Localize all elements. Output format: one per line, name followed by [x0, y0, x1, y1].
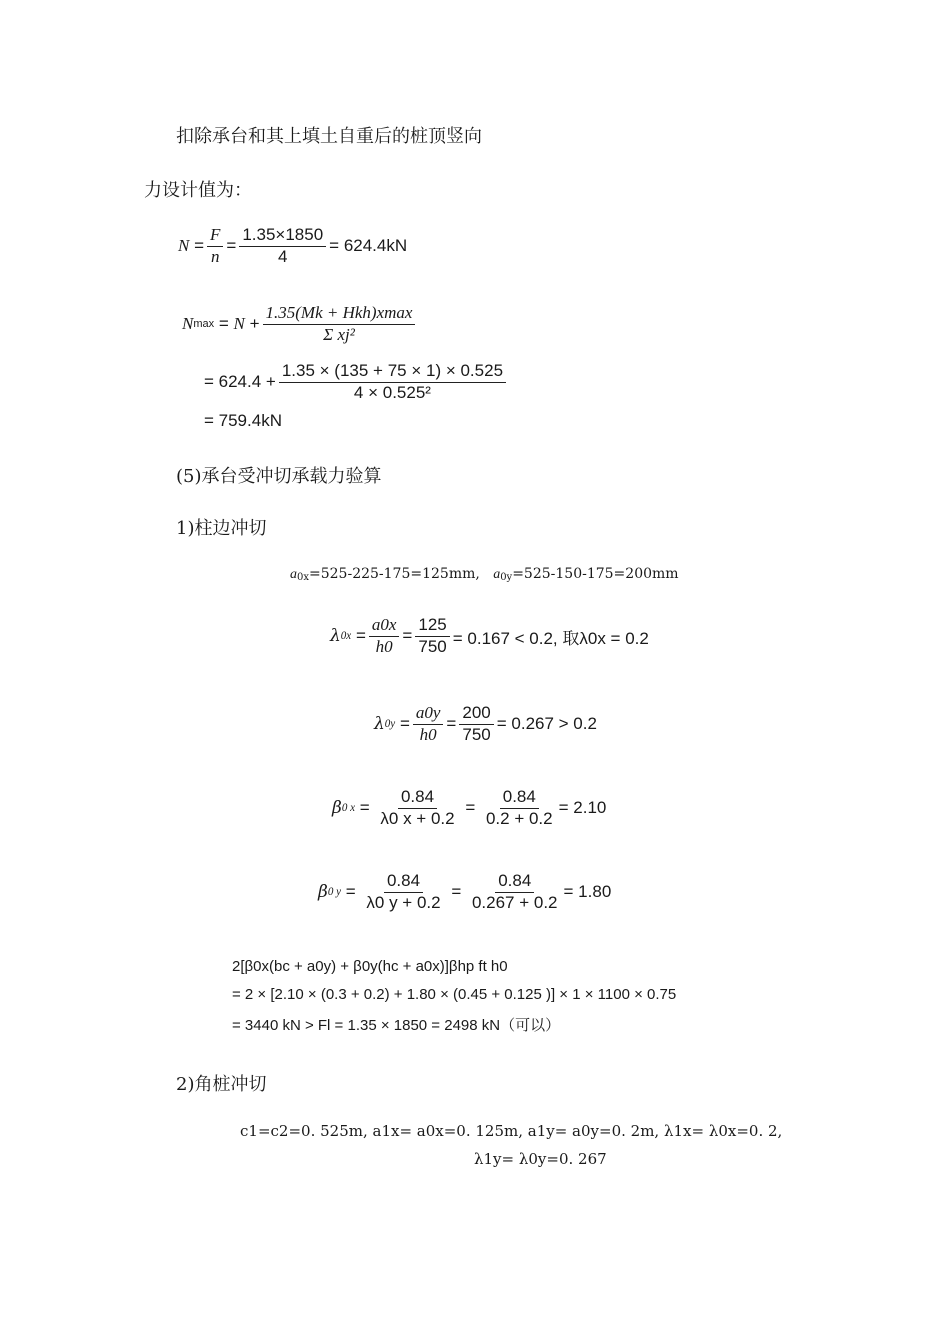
punching-line-1: 2[β0x(bc + a0y) + β0y(hc + a0x)]βhp ft h0 — [232, 958, 508, 975]
fraction-n-value: $\frac{1.35\times 1850}{4}$ — [239, 226, 326, 266]
corner-values-line-1: c1=c2=0. 525m, a1x= a0x=0. 125m, a1y= a0y=0. 2m, λ1x= λ0x=0. 2, — [240, 1122, 783, 1140]
section-5-heading: (5)承台受冲切承载力验算 — [176, 466, 382, 487]
equation-beta-0y: β 0 y = $\frac{0.84}{\lambda 0 y + 0.2}$ = $\frac{0.84}{0.267 + 0.2}$ = 1.80 — [318, 871, 612, 912]
equation-nmax-line-3: = 759.4kN — [204, 411, 282, 430]
fraction-nmax-general: $\frac{\text{1.35(Mk + Hkh)xmax}}{\text{Σ xj²}}$ — [263, 304, 416, 344]
fraction-f-over-n: $\frac{F}{n}$ — [207, 226, 223, 266]
n-result: = 624.4kN — [329, 236, 408, 256]
equation-lambda-0x: λ 0x = $\frac{a0x}{h0}$ = $\frac{125}{750}$ = 0.167 < 0.2, 取λ0x = 0.2 — [330, 615, 649, 656]
equation-beta-0x: β 0 x = $\frac{0.84}{\lambda 0 x + 0.2}$ = $\frac{0.84}{0.2 + 0.2}$ = 2.10 — [332, 787, 607, 828]
intro-line-1: 扣除承台和其上填土自重后的桩顶竖向 — [176, 126, 482, 147]
intro-line-2: 力设计值为： — [144, 180, 252, 201]
fraction-nmax-value: $\frac{1.35 \times (135 + 75 \times 1) \times 0.525}{\text{4 × 0.525²}}$ — [279, 362, 506, 402]
equation-nmax-line-1: N max = N + $\frac{\text{1.35(Mk + Hkh)xmax}}{\text{Σ xj²}}$ — [182, 304, 418, 344]
n-symbol: N — [178, 236, 190, 256]
subsection-2-heading: 2)角桩冲切 — [176, 1074, 267, 1095]
subsection-1-heading: 1)柱边冲切 — [176, 518, 267, 539]
corner-values-line-2: λ1y= λ0y=0. 267 — [474, 1150, 607, 1168]
punching-line-2: = 2 × [2.10 × (0.3 + 0.2) + 1.80 × (0.45 + 0.125 )] × 1 × 1100 × 0.75 — [232, 986, 677, 1003]
punching-line-3: = 3440 kN > Fl = 1.35 × 1850 = 2498 kN（可以） — [232, 1017, 561, 1034]
equation-nmax-line-2: = 624.4 + $\frac{1.35 \times (135 + 75 \times 1) \times 0.525}{\text{4 × 0.525²}}$ — [204, 362, 509, 402]
a0-values-line: a0x=525-225-175=125mm, a0y=525-150-175=200mm — [290, 566, 679, 583]
equation-n: N = $\frac{F}{n}$ = $\frac{1.35\times 1850}{4}$ = 624.4kN — [178, 225, 408, 266]
equation-lambda-0y: λ 0y = $\frac{a0y}{h0}$ = $\frac{200}{750}$ = 0.267 > 0.2 — [374, 703, 597, 744]
